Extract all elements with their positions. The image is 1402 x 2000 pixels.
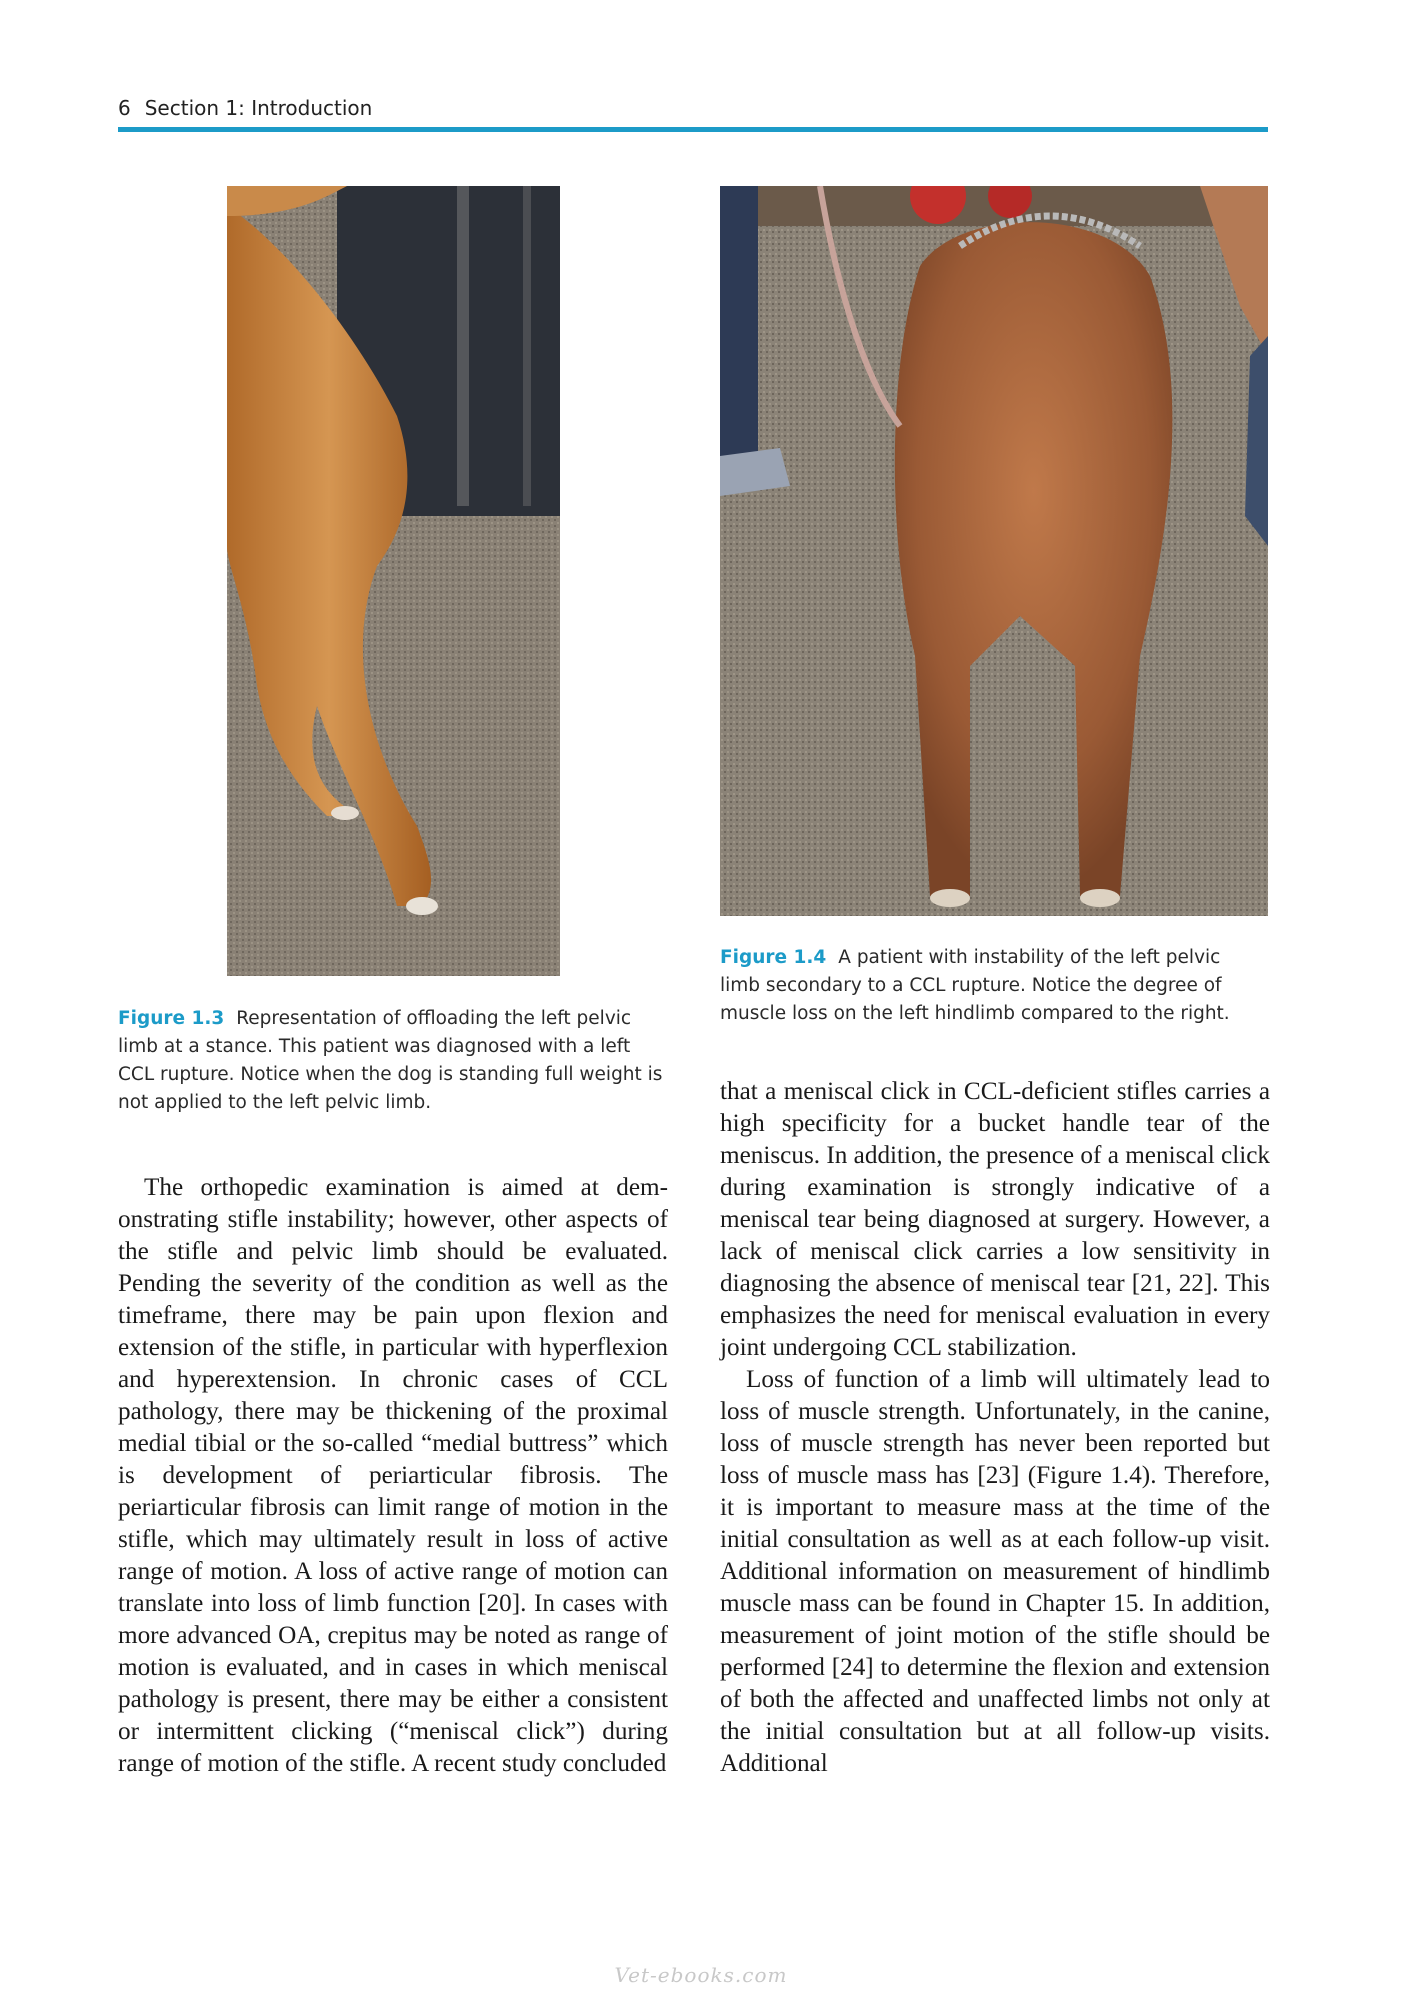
body-paragraph: that a meniscal click in CCL-deficient stifles carries a high specificity for a bucket handle tear of the meniscus. In addition, the presence of a meniscal click during examination is strongly indicative of a meniscal tear being diagnosed at surgery. However, a lack of meniscal click carries a low sensitivity in diagnosing the absence of meniscal tear [21, 22]. This emphasizes the need for meniscal evaluation in every joint undergoing CCL stabilization. (720, 1078, 1270, 1361)
page-number: 6 (118, 96, 131, 120)
figure-1-3-label: Figure 1.3 (118, 1008, 225, 1029)
figure-1-4-label: Figure 1.4 (720, 947, 827, 968)
figure-1-3-text: Representation of offloading the left pelvic limb at a stance. This patient was diagnosed with a left CCL rupture. Notice when the dog is standing full weight is not applied to the left pelvic limb. (118, 1008, 663, 1113)
figure-1-4-text: A patient with instability of the left pelvic limb secondary to a CCL rupture. Notice the degree of muscle loss on the left hindlimb compared to the right. (720, 947, 1230, 1024)
section-title: Section 1: Introduction (144, 96, 373, 120)
running-header (118, 96, 1268, 120)
header-rule (118, 127, 1268, 132)
figure-1-4-caption (720, 944, 1265, 1028)
body-paragraph: Loss of function of a limb will ultimately lead to loss of muscle strength. Unfortunately, in the canine, loss of muscle strength has never been reported but loss of muscle mass has [23] (Figure 1.4). Therefore, it is important to measure mass at the time of the initial consultation as well as at each follow-up visit. Additional information on measurement of hindlimb muscle mass can be found in Chapter 15. In addition, measurement of joint motion of the stifle should be performed [24] to determine the flexion and extension of both the affected and unaffected limbs not only at the initial consultation but at all follow-up visits. Additional (720, 1366, 1270, 1777)
figure-1-3-caption (118, 1005, 666, 1117)
body-left-column (118, 1172, 668, 1780)
body-right-column (720, 1076, 1270, 1780)
figure-1-4-photo (720, 186, 1268, 916)
body-paragraph: The orthopedic examination is aimed at demonstrating stifle instability; however, other aspects of the stifle and pelvic limb should be evaluated. Pending the severity of the condition as well as the timeframe, there may be pain upon flexion and extension of the stifle, in particular with hyperflexion and hyperextension. In chronic cases of CCL pathology, there may be thickening of the proximal medial tibial or the so-called “medial buttress” which is development of periarticular fibrosis. The periarticular fibrosis can limit range of motion in the stifle, which may ultimately result in loss of active range of motion. A loss of active range of motion can translate into loss of limb function [20]. In cases with more advanced OA, crepitus may be noted as range of motion is evaluated, and in cases in which meniscal pathology is present, there may be either a consistent or intermittent clicking (“meniscal click”) during range of motion of the stifle. A recent study concluded (118, 1174, 668, 1777)
figure-1-3-photo (227, 186, 560, 976)
watermark: Vet-ebooks.com (614, 1963, 788, 1987)
